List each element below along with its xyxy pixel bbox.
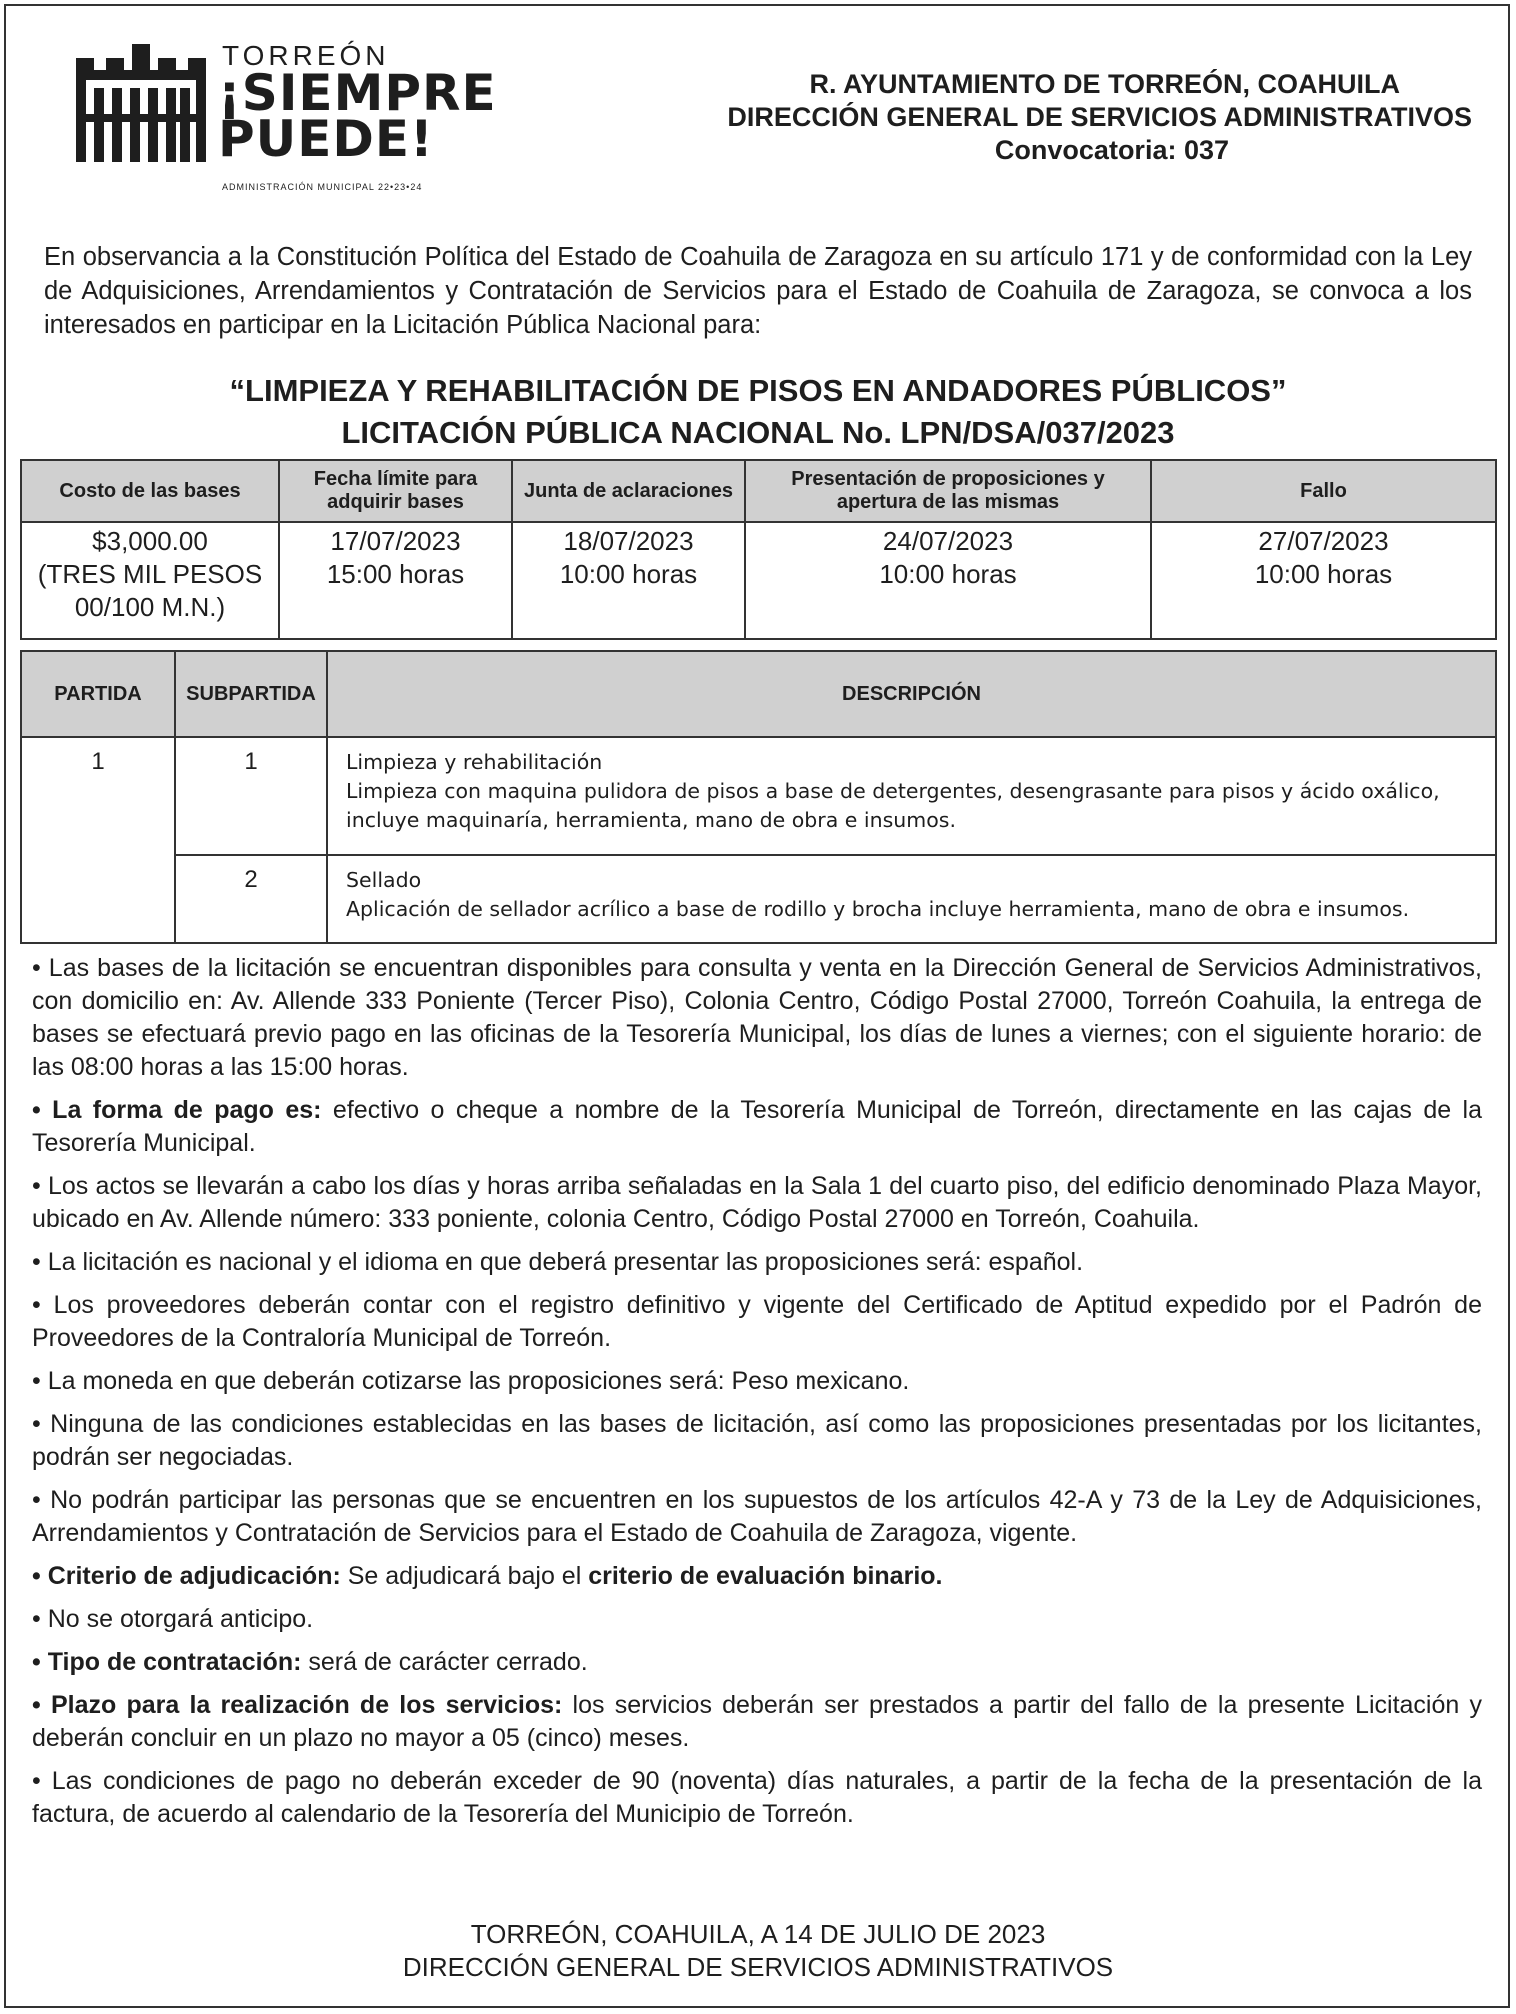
condition-label: • Criterio de adjudicación:	[32, 1562, 341, 1590]
footer-place-date: TORREÓN, COAHUILA, A 14 DE JULIO DE 2023	[470, 1919, 1046, 1949]
condition-item: • La licitación es nacional y el idioma en que deberá presentar las proposiciones será: español.	[32, 1248, 1084, 1276]
meeting-cell	[512, 522, 745, 639]
presentation-date: 24/07/2023	[882, 526, 1014, 556]
condition-item: • No podrán participar las personas que se encuentren en los supuestos de los artículos 42-A y 73 de la Ley de Adquisiciones, Arrendamientos y Contratación de Servicios para el Estado de Coahuila de Zaragoza, vigente.	[32, 1486, 1482, 1547]
footer-department: DIRECCIÓN GENERAL DE SERVICIOS ADMINISTRATIVOS	[402, 1952, 1114, 1982]
description-cell	[327, 855, 1496, 943]
document-header	[652, 68, 1472, 167]
partida-cell	[21, 855, 175, 943]
logo-slogan-line2: PUEDE!	[218, 110, 434, 168]
limit-date: 17/07/2023	[330, 526, 461, 556]
subpartida-cell: 1	[175, 737, 327, 855]
description-cell	[327, 737, 1496, 855]
col-ruling: Fallo	[1151, 460, 1496, 522]
col-limit-date: Fecha límite para adquirir bases	[279, 460, 512, 522]
intro-paragraph: En observancia a la Constitución Política del Estado de Coahuila de Zaragoza en su artículo 171 y de conformidad con la Ley de Adquisiciones, Arrendamientos y Contratación de Servicios para el Estado de Coahuila de Zaragoza, se convoca a los interesados en participar en la Licitación Pública Nacional para:	[44, 243, 1472, 339]
subpartida-cell: 2	[175, 855, 327, 943]
col-presentation: Presentación de proposiciones y apertura de las mismas	[745, 460, 1151, 522]
header-line-2: DIRECCIÓN GENERAL DE SERVICIOS ADMINISTRATIVOS	[727, 102, 1472, 132]
ruling-cell	[1151, 522, 1496, 639]
cost-cell	[21, 522, 279, 639]
condition-item: • La moneda en que deberán cotizarse las proposiciones será: Peso mexicano.	[32, 1367, 910, 1395]
condition-item	[32, 1689, 1482, 1755]
condition-label: • Tipo de contratación:	[32, 1648, 302, 1676]
condition-item	[32, 1646, 1482, 1679]
cost-words-2: 00/100 M.N.)	[74, 592, 226, 622]
item-title: Limpieza y rehabilitación	[346, 750, 603, 774]
ruling-date: 27/07/2023	[1258, 526, 1389, 556]
condition-item: • Ninguna de las condiciones establecidas en las bases de licitación, así como las proposiciones presentadas por los licitantes, podrán ser negociadas.	[32, 1410, 1482, 1471]
condition-item: • Las bases de la licitación se encuentran disponibles para consulta y venta en la Dirección General de Servicios Administrativos, con domicilio en: Av. Allende 333 Poniente (Tercer Piso), Colonia Centro, Código Postal 27000, Torreón Coahuila, la entrega de bases se efectuará previo pago en las oficinas de la Tesorería Municipal, los días de lunes a viernes; con el siguiente horario: de las 08:00 horas a las 15:00 horas.	[32, 954, 1482, 1081]
conditions-list	[32, 952, 1482, 1841]
condition-text: será de carácter cerrado.	[301, 1648, 588, 1676]
condition-text: Se adjudicará bajo el	[340, 1562, 589, 1590]
meeting-time: 10:00 horas	[559, 559, 698, 589]
condition-item: • No se otorgará anticipo.	[32, 1605, 314, 1633]
torreon-logo	[72, 36, 497, 196]
col-cost: Costo de las bases	[21, 460, 279, 522]
col-meeting: Junta de aclaraciones	[512, 460, 745, 522]
document-footer	[0, 1918, 1516, 1984]
tender-title	[44, 370, 1472, 454]
tender-title-line2: LICITACIÓN PÚBLICA NACIONAL No. LPN/DSA/037/2023	[341, 415, 1175, 450]
table-row	[21, 855, 1496, 943]
cost-amount: $3,000.00	[92, 526, 208, 556]
presentation-time: 10:00 horas	[879, 559, 1017, 589]
col-descripcion: DESCRIPCIÓN	[327, 651, 1496, 737]
tender-title-line1: “LIMPIEZA Y REHABILITACIÓN DE PISOS EN ANDADORES PÚBLICOS”	[229, 373, 1287, 408]
logo-slogan-line1: ¡SIEMPRE	[218, 64, 497, 122]
limit-date-cell	[279, 522, 512, 639]
castle-logo-icon	[72, 44, 210, 164]
limit-time: 15:00 horas	[326, 559, 465, 589]
dates-value-row	[21, 522, 1496, 639]
item-title: Sellado	[346, 868, 422, 892]
items-table	[20, 650, 1497, 944]
table-row	[21, 737, 1496, 855]
col-subpartida: SUBPARTIDA	[175, 651, 327, 737]
condition-item: • Los actos se llevarán a cabo los días y horas arriba señaladas en la Sala 1 del cuarto piso, del edificio denominado Plaza Mayor, ubicado en Av. Allende número: 333 poniente, colonia Centro, Código Postal 27000 en Torreón, Coahuila.	[32, 1172, 1482, 1233]
item-detail: Limpieza con maquina pulidora de pisos a base de detergentes, desengrasante para pisos y ácido oxálico, incluye maquinaría, herramienta, mano de obra e insumos.	[346, 779, 1440, 832]
items-header-row	[21, 651, 1496, 737]
ruling-time: 10:00 horas	[1254, 559, 1393, 589]
condition-item: • Los proveedores deberán contar con el registro definitivo y vigente del Certificado de Aptitud expedido por el Padrón de Proveedores de la Contraloría Municipal de Torreón.	[32, 1291, 1482, 1352]
condition-text: los servicios deberán ser prestados a partir del fallo de la presente Licitación y deberán concluir en un plazo no mayor a 05 (cinco) meses.	[32, 1691, 1482, 1752]
meeting-date: 18/07/2023	[563, 526, 694, 556]
col-partida: PARTIDA	[21, 651, 175, 737]
condition-text: efectivo o cheque a nombre de la Tesorería Municipal de Torreón, directamente en las cajas de la Tesorería Municipal.	[32, 1096, 1483, 1157]
condition-label: • La forma de pago es:	[32, 1096, 322, 1124]
partida-cell: 1	[21, 737, 175, 855]
condition-item	[32, 1560, 1482, 1593]
condition-label: • Plazo para la realización de los servicios:	[32, 1691, 563, 1719]
cost-words-1: (TRES MIL PESOS	[37, 559, 263, 589]
dates-header-row	[21, 460, 1496, 522]
logo-slogan	[218, 64, 497, 168]
dates-table	[20, 459, 1497, 640]
presentation-cell	[745, 522, 1151, 639]
logo-admin: ADMINISTRACIÓN MUNICIPAL 22•23•24	[222, 182, 423, 192]
logo-city: TORREÓN	[222, 40, 390, 71]
condition-item	[32, 1094, 1482, 1160]
condition-emphasis: criterio de evaluación binario.	[588, 1562, 943, 1590]
item-detail: Aplicación de sellador acrílico a base de rodillo y brocha incluye herramienta, mano de obra e insumos.	[346, 897, 1410, 921]
condition-item: • Las condiciones de pago no deberán exceder de 90 (noventa) días naturales, a partir de la fecha de la presentación de la factura, de acuerdo al calendario de la Tesorería del Municipio de Torreón.	[32, 1767, 1482, 1828]
header-line-3: Convocatoria: 037	[994, 135, 1229, 165]
header-line-1: R. AYUNTAMIENTO DE TORREÓN, COAHUILA	[809, 69, 1400, 99]
